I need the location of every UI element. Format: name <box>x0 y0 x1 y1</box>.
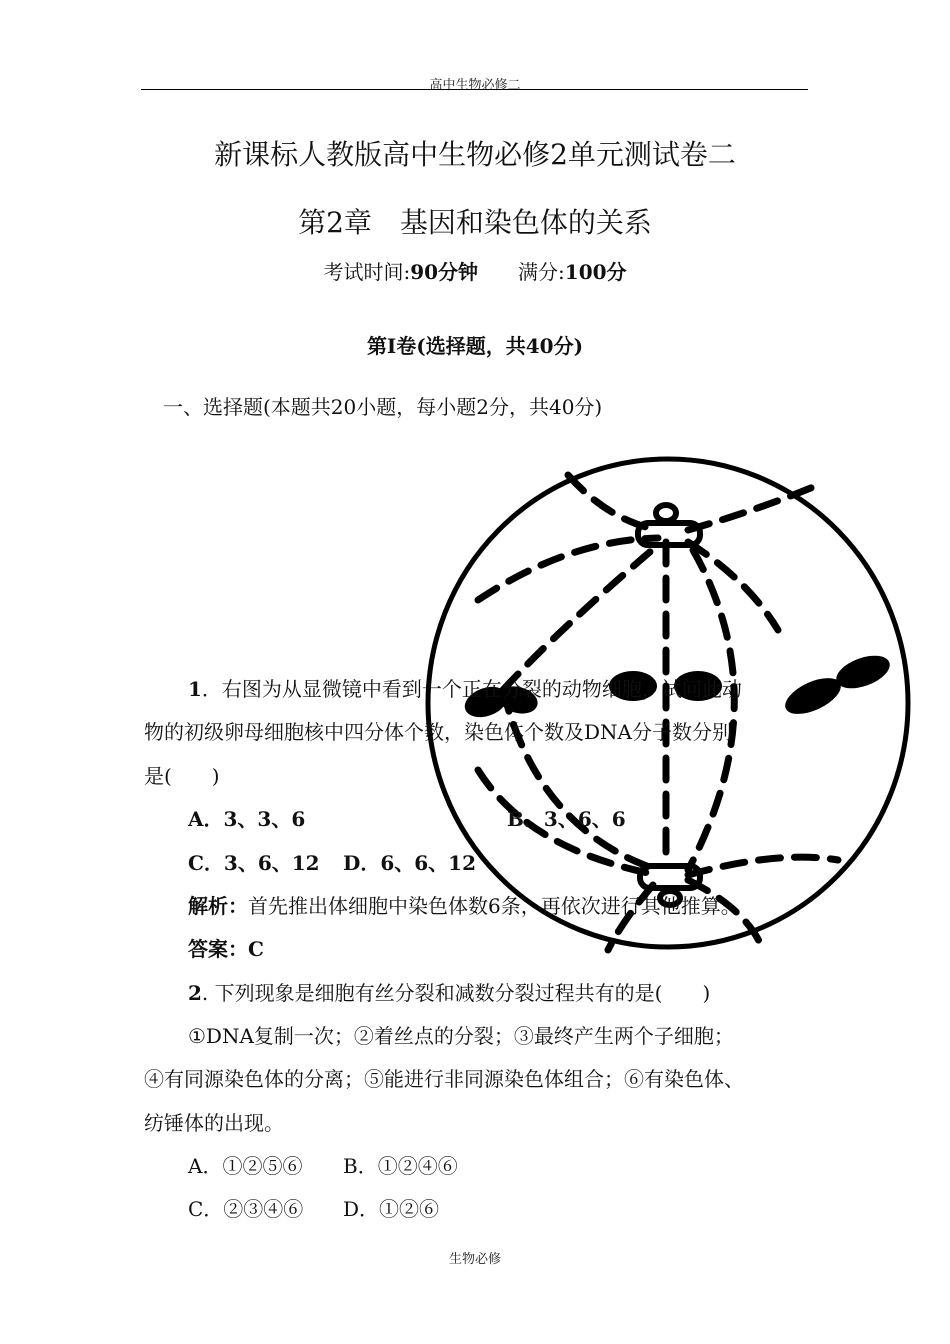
q1-option-d: D．6、6、12 <box>343 851 477 875</box>
chapter-title: 第2章 基因和染色体的关系 <box>298 206 652 239</box>
time-value: 90分钟 <box>410 260 479 284</box>
q1-option-c: C．3、6、12 <box>188 851 320 875</box>
document-title: 新课标人教版高中生物必修2单元测试卷二 <box>214 138 736 171</box>
q1-number: 1 <box>188 677 202 701</box>
page-footer: 生物必修 <box>448 1252 501 1267</box>
section-title: 第Ⅰ卷(选择题，共40分) <box>366 334 584 358</box>
q1-stem-line-1: 1．右图为从显微镜中看到一个正在分裂的动物细胞，试问此动 <box>188 677 742 701</box>
spindle-fiber <box>478 538 658 600</box>
spindle-fiber <box>688 857 838 875</box>
spindle-fiber <box>688 485 818 530</box>
q2-number: 2 <box>188 981 202 1005</box>
exam-meta <box>0 256 950 285</box>
q2-items-line-2: ④有同源染色体的分离；⑤能进行非同源染色体组合；⑥有染色体、 <box>144 1067 744 1091</box>
q2-stem: 2. 下列现象是细胞有丝分裂和减数分裂过程共有的是( ) <box>188 981 711 1005</box>
q2-items-line-3: 纺锤体的出现。 <box>144 1111 284 1135</box>
chromosome <box>780 671 846 722</box>
q1-option-b: B．3、6、6 <box>507 807 626 831</box>
section-instruction: 一、选择题(本题共20小题，每小题2分，共40分) <box>163 395 603 419</box>
q2-option-d: D．①②⑥ <box>343 1197 440 1221</box>
q2-items-line-1: ①DNA复制一次；②着丝点的分裂；③最终产生两个子细胞； <box>188 1024 734 1048</box>
header-rule <box>141 89 808 90</box>
centrosome <box>656 505 676 521</box>
q2-option-c: C．②③④⑥ <box>188 1197 304 1221</box>
q2-option-b: B．①②④⑥ <box>343 1154 458 1178</box>
q1-analysis: 解析：首先推出体细胞中染色体数6条，再依次进行其他推算。 <box>188 894 741 918</box>
q1-stem-line-3: 是( ) <box>144 764 220 788</box>
spindle-fiber <box>688 542 778 630</box>
q1-option-a: A．3、3、6 <box>188 807 306 831</box>
score-value: 100分 <box>564 260 627 284</box>
q1-answer: 答案：C <box>188 937 264 961</box>
q2-option-a: A．①②⑤⑥ <box>188 1154 303 1178</box>
chromosome <box>832 649 894 694</box>
page-header: 高中生物必修二 <box>429 78 521 93</box>
q1-stem-line-2: 物的初级卵母细胞核中四分体个数，染色体个数及DNA分子数分别 <box>144 720 732 744</box>
time-label: 考试时间: <box>323 260 411 284</box>
spindle-fiber <box>503 545 658 690</box>
cell-division-figure <box>418 450 918 960</box>
spindle-fiber <box>688 550 734 870</box>
score-label: 满分: <box>518 260 565 284</box>
